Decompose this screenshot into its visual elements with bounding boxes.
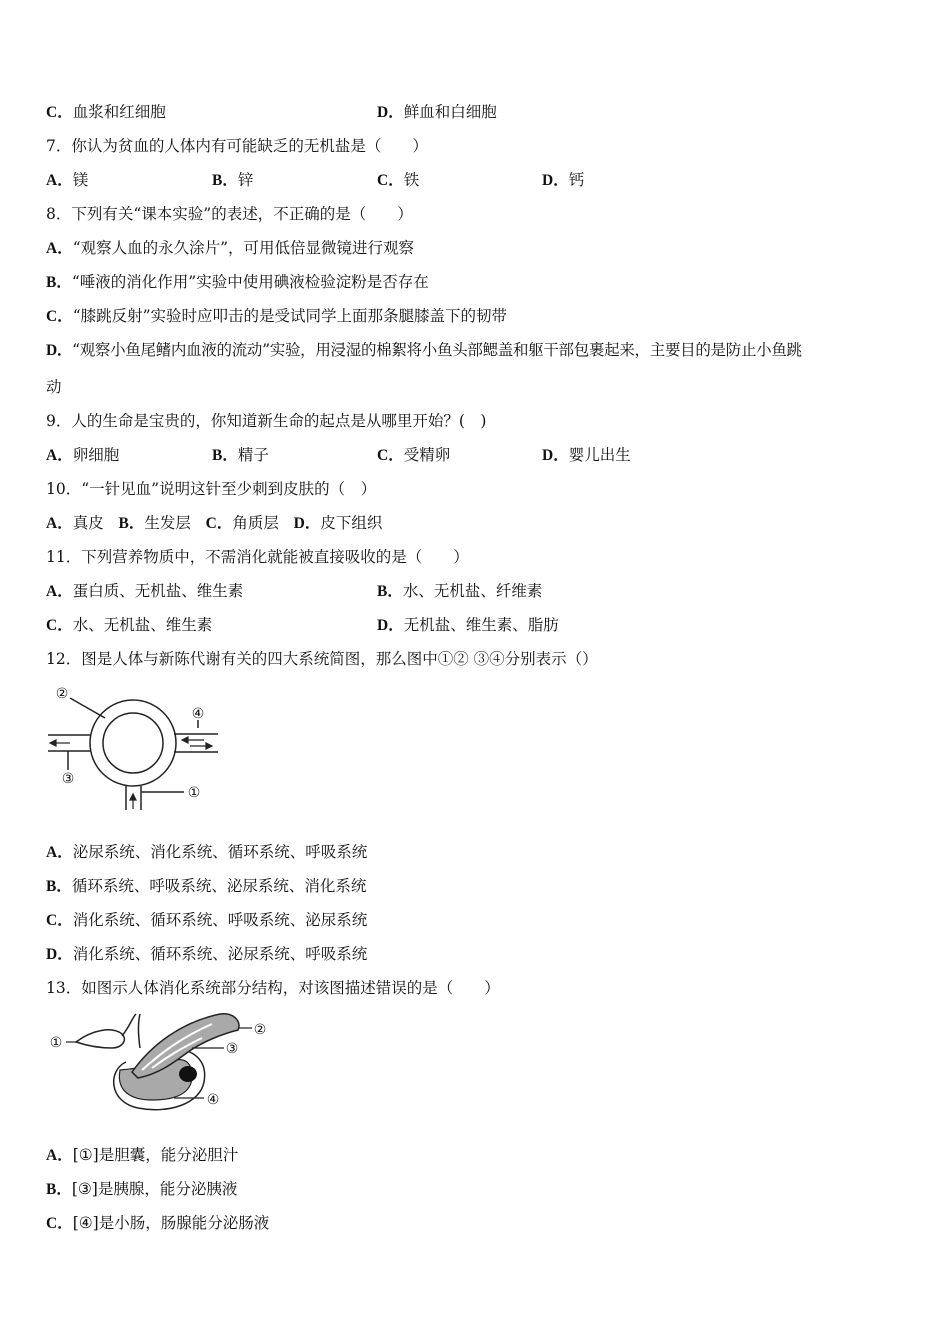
q8-option-a: A．“观察人血的永久涂片”，可用低倍显微镜进行观察 [46, 239, 415, 257]
q13-label-3: ③ [225, 1041, 239, 1057]
q12-label-1: ① [187, 785, 201, 801]
q12-stem: 12．图是人体与新陈代谢有关的四大系统简图，那么图中①② ③④分别表示（） [46, 650, 598, 668]
q7-option-b: B．锌 [212, 171, 254, 189]
q13-label-4: ④ [206, 1092, 220, 1108]
q9-option-a: A．卵细胞 [46, 446, 120, 464]
q7-option-d: D．钙 [542, 171, 585, 189]
q11-option-d: D．无机盐、维生素、脂肪 [377, 616, 559, 634]
q11-option-c: C．水、无机盐、维生素 [46, 616, 213, 634]
q7-stem: 7．你认为贫血的人体内有可能缺乏的无机盐是（ ） [46, 137, 428, 155]
q9-option-d: D．婴儿出生 [542, 446, 631, 464]
q11-stem: 11．下列营养物质中，不需消化就能被直接吸收的是（ ） [46, 548, 469, 566]
q12-label-3: ③ [61, 771, 75, 787]
q8-option-b: B．“唾液的消化作用”实验中使用碘液检验淀粉是否存在 [46, 273, 429, 291]
q12-option-b: B．循环系统、呼吸系统、泌尿系统、消化系统 [46, 877, 367, 895]
q13-label-2: ② [253, 1022, 267, 1038]
q11-option-b: B．水、无机盐、纤维素 [377, 582, 543, 600]
q12-option-c: C．消化系统、循环系统、呼吸系统、泌尿系统 [46, 911, 368, 929]
q13-stem: 13．如图示人体消化系统部分结构，对该图描述错误的是（ ） [46, 979, 500, 997]
q13-label-1: ① [49, 1035, 63, 1051]
q10-options: A．真皮 B．生发层 C．角质层 D．皮下组织 [46, 514, 383, 532]
q12-option-a: A．泌尿系统、消化系统、循环系统、呼吸系统 [46, 843, 368, 861]
q7-option-c: C．铁 [377, 171, 420, 189]
q8-option-c: C．“膝跳反射”实验时应叩击的是受试同学上面那条腿膝盖下的韧带 [46, 307, 508, 325]
q6-option-d: D．鲜血和白细胞 [377, 103, 497, 121]
q13-option-c: C．[④]是小肠，肠腺能分泌肠液 [46, 1214, 270, 1232]
q13-digestive-diagram [42, 1008, 272, 1120]
q8-option-d: D．“观察小鱼尾鳍内血液的流动”实验，用浸湿的棉絮将小鱼头部鳃盖和躯干部包裹起来，主要目的是防止小鱼跳 [46, 341, 802, 359]
q8-option-d-continued: 动 [46, 378, 62, 396]
q9-option-b: B．精子 [212, 446, 269, 464]
q10-stem: 10．“一针见血”说明这针至少刺到皮肤的（ ） [46, 480, 377, 498]
q9-option-c: C．受精卵 [377, 446, 451, 464]
q12-metabolism-diagram [40, 682, 220, 812]
q12-label-2: ② [55, 686, 69, 702]
q13-option-a: A．[①]是胆囊，能分泌胆汁 [46, 1146, 239, 1164]
q7-option-a: A．镁 [46, 171, 89, 189]
q12-option-d: D．消化系统、循环系统、泌尿系统、呼吸系统 [46, 945, 368, 963]
q6-option-c: C．血浆和红细胞 [46, 103, 166, 121]
q8-stem: 8．下列有关“课本实验”的表述，不正确的是（ ） [46, 205, 413, 223]
q11-option-a: A．蛋白质、无机盐、维生素 [46, 582, 244, 600]
q9-stem: 9．人的生命是宝贵的，你知道新生命的起点是从哪里开始？( ) [46, 412, 487, 430]
q12-label-4: ④ [191, 706, 205, 722]
q13-option-b: B．[③]是胰腺，能分泌胰液 [46, 1180, 238, 1198]
